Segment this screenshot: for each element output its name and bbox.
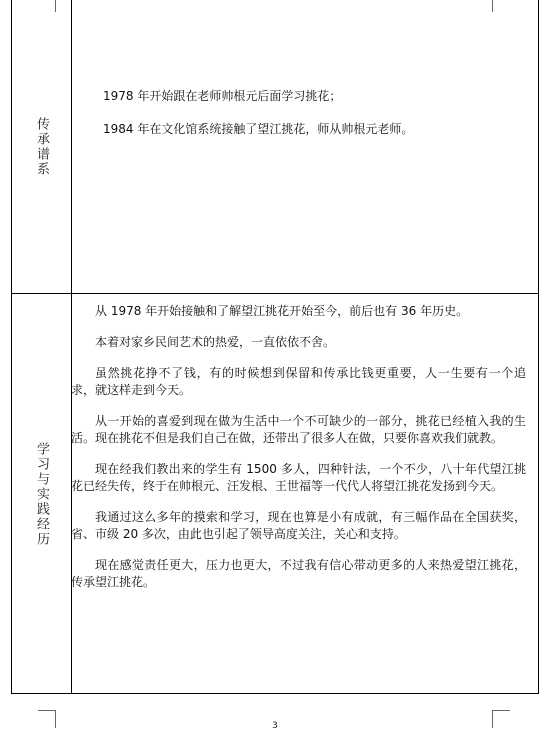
experience-paragraph: 现在经我们教出来的学生有 1500 多人，四种针法，一个不少，八十年代望江挑花已经失传，终于在帅根元、汪发根、王世福等一代代人将望江挑花发扬到今天。 [71, 462, 526, 493]
experience-paragraph: 虽然挑花挣不了钱，有的时候想到保留和传承比钱更重要，人一生要有一个追求，就这样走到今天。 [71, 366, 526, 397]
experience-content [71, 303, 526, 605]
row-label-experience-text: 学习与实践经历 [34, 441, 49, 547]
experience-paragraph: 现在感觉责任更大，压力也更大，不过我有信心带动更多的人来热爱望江挑花，传承望江挑花。 [71, 558, 526, 589]
experience-paragraph: 从 1978 年开始接触和了解望江挑花开始至今，前后也有 36 年历史。 [95, 304, 469, 318]
experience-paragraph: 本着对家乡民间艺术的热爱，一直依依不舍。 [95, 335, 336, 349]
experience-paragraph: 我通过这么多年的摸索和学习，现在也算是小有成就，有三幅作品在全国获奖，省、市级 20 多次，由此也引起了领导高度关注，关心和支持。 [71, 510, 526, 541]
row-label-lineage [12, 0, 71, 293]
lineage-paragraph: 1978 年开始跟在老师帅根元后面学习挑花； [103, 89, 342, 103]
lineage-paragraph: 1984 年在文化馆系统接触了望江挑花，师从帅根元老师。 [103, 122, 414, 136]
table-row-divider [12, 293, 538, 294]
page-number: 3 [272, 721, 278, 731]
experience-paragraph: 从一开始的喜爱到现在做为生活中一个不可缺少的一部分，挑花已经植入我的生活。现在挑花不但是我们自己在做，还带出了很多人在做，只要你喜欢我们就教。 [71, 414, 526, 445]
row-label-lineage-text: 传承谱系 [34, 116, 49, 177]
lineage-content [71, 88, 526, 154]
row-label-experience [12, 294, 71, 694]
